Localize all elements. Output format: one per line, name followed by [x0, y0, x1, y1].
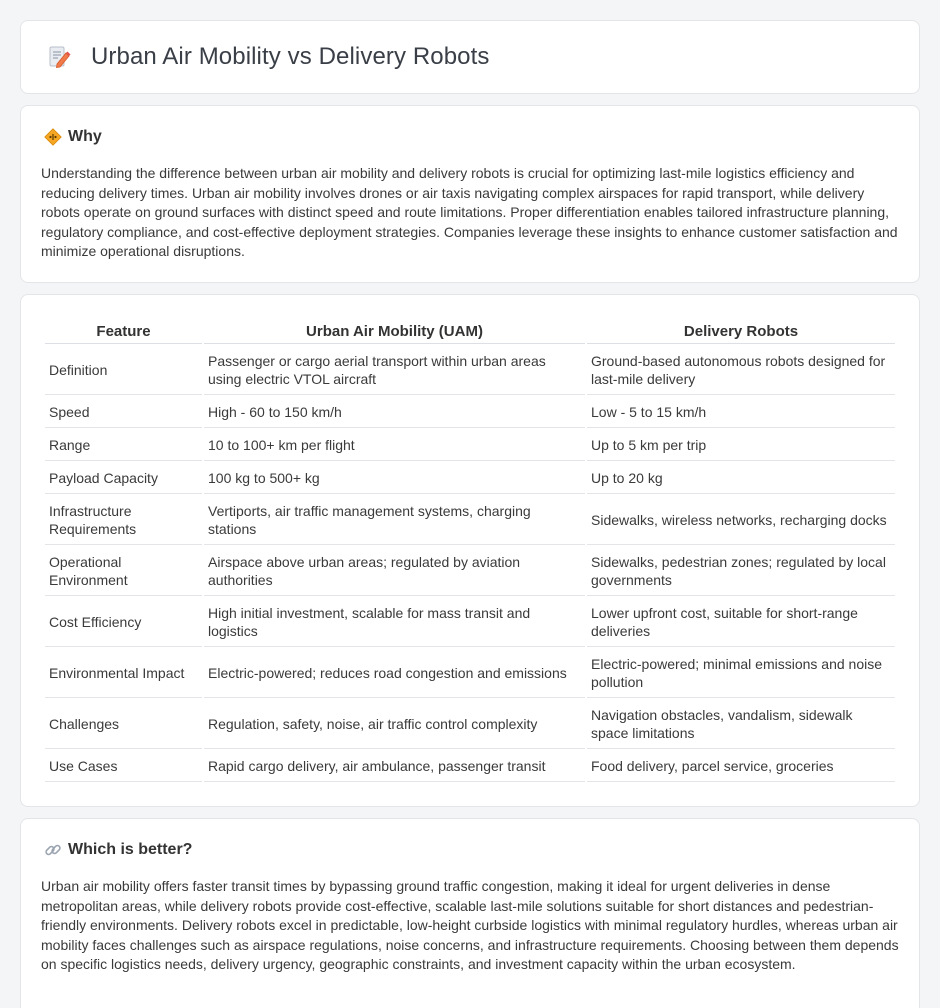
row-delivery-robots: Low - 5 to 15 km/h: [587, 397, 895, 428]
table-row: [45, 397, 895, 428]
page-title: Urban Air Mobility vs Delivery Robots: [91, 43, 490, 70]
table-header-row: [45, 319, 895, 344]
row-uam: Vertiports, air traffic management systems, charging stations: [204, 496, 585, 545]
table-row: [45, 496, 895, 545]
row-uam: High initial investment, scalable for mass transit and logistics: [204, 598, 585, 647]
row-feature: Operational Environment: [45, 547, 202, 596]
row-uam: High - 60 to 150 km/h: [204, 397, 585, 428]
row-uam: Airspace above urban areas; regulated by aviation authorities: [204, 547, 585, 596]
row-feature: Use Cases: [45, 751, 202, 782]
row-uam: Rapid cargo delivery, air ambulance, passenger transit: [204, 751, 585, 782]
row-uam: Regulation, safety, noise, air traffic control complexity: [204, 700, 585, 749]
better-text: Urban air mobility offers faster transit times by bypassing ground traffic congestion, making it ideal for urgent deliveries in dense metropolitan areas, while delivery robots provide cost-effective, scalable last-mile solutions suitable for short distances and pedestrian-friendly environments. Delivery robots excel in predictable, low-height curbside logistics with minimal regulatory hurdles, whereas urban air mobility faces challenges such as airspace regulations, noise concerns, and infrastructure requirements. Choosing between them depends on specific logistics needs, delivery urgency, geographic constraints, and investment capacity within the urban ecosystem.: [41, 878, 899, 973]
row-uam: Electric-powered; reduces road congestion and emissions: [204, 649, 585, 698]
row-delivery-robots: Up to 5 km per trip: [587, 430, 895, 461]
why-section: [20, 105, 920, 283]
header-feature: Feature: [45, 319, 202, 344]
better-header: [41, 841, 899, 859]
row-feature: Environmental Impact: [45, 649, 202, 698]
row-uam: Passenger or cargo aerial transport within urban areas using electric VTOL aircraft: [204, 346, 585, 395]
row-delivery-robots: Sidewalks, wireless networks, recharging docks: [587, 496, 895, 545]
row-delivery-robots: Sidewalks, pedestrian zones; regulated by local governments: [587, 547, 895, 596]
row-feature: Challenges: [45, 700, 202, 749]
header-uam: Urban Air Mobility (UAM): [204, 319, 585, 344]
row-delivery-robots: Ground-based autonomous robots designed for last-mile delivery: [587, 346, 895, 395]
row-delivery-robots: Food delivery, parcel service, groceries: [587, 751, 895, 782]
better-title: Which is better?: [68, 841, 193, 858]
table-row: [45, 547, 895, 596]
row-delivery-robots: Navigation obstacles, vandalism, sidewalk space limitations: [587, 700, 895, 749]
row-feature: Payload Capacity: [45, 463, 202, 494]
header-delivery-robots: Delivery Robots: [587, 319, 895, 344]
row-delivery-robots: Electric-powered; minimal emissions and noise pollution: [587, 649, 895, 698]
diamond-warning-icon: [44, 128, 62, 146]
table-row: [45, 598, 895, 647]
row-uam: 100 kg to 500+ kg: [204, 463, 585, 494]
why-text: Understanding the difference between urban air mobility and delivery robots is crucial for optimizing last-mile logistics efficiency and reducing delivery times. Urban air mobility involves drones or air taxis navigating complex airspaces for rapid transport, while delivery robots operate on ground surfaces with distinct speed and route limitations. Proper differentiation enables tailored infrastructure planning, regulatory compliance, and cost-effective deployment strategies. Companies leverage these insights to enhance customer satisfaction and minimize operational disruptions.: [41, 165, 898, 260]
row-feature: Cost Efficiency: [45, 598, 202, 647]
row-feature: Definition: [45, 346, 202, 395]
why-title: Why: [68, 128, 102, 145]
table-row: [45, 649, 895, 698]
table-row: [45, 751, 895, 782]
row-feature: Range: [45, 430, 202, 461]
comparison-table-card: [20, 294, 920, 807]
link-icon: [44, 841, 62, 859]
which-is-better-section: [20, 818, 920, 1008]
comparison-table: [43, 317, 897, 784]
row-uam: 10 to 100+ km per flight: [204, 430, 585, 461]
table-row: [45, 346, 895, 395]
row-feature: Infrastructure Requirements: [45, 496, 202, 545]
title-card: [20, 20, 920, 94]
table-row: [45, 430, 895, 461]
table-row: [45, 463, 895, 494]
row-delivery-robots: Up to 20 kg: [587, 463, 895, 494]
row-delivery-robots: Lower upfront cost, suitable for short-range deliveries: [587, 598, 895, 647]
row-feature: Speed: [45, 397, 202, 428]
why-header: [41, 128, 899, 146]
document-pencil-icon: [47, 45, 71, 69]
table-row: [45, 700, 895, 749]
